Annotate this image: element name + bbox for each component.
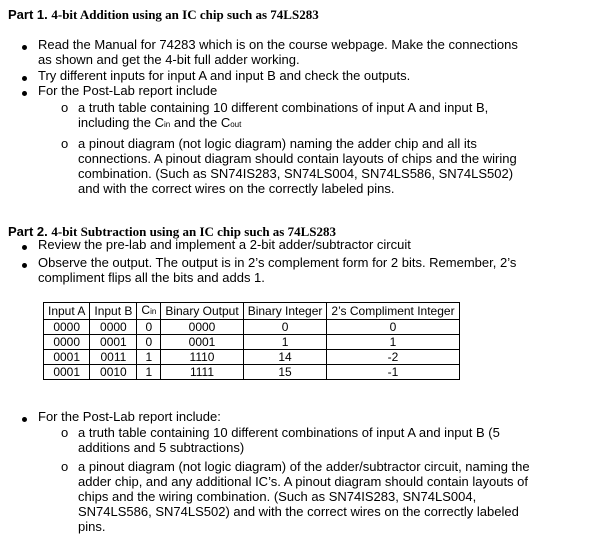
cell-input-a: 0001 — [44, 365, 90, 380]
cell-binary-output: 1110 — [161, 350, 243, 365]
bullet-icon — [22, 45, 27, 50]
bullet-icon — [22, 76, 27, 81]
p1-bullet1-line2: as shown and get the 4-bit full adder working. — [38, 52, 300, 67]
part1-heading-title: 4-bit Addition using an IC chip such as 74LS283 — [51, 7, 319, 22]
p1-sub2-line2: connections. A pinout diagram should contain layouts of chips and the wiring — [78, 151, 517, 166]
bullet-icon — [22, 417, 27, 422]
p2-bullet2-line1: Observe the output. The output is in 2’s complement form for 2 bits. Remember, 2’s — [38, 255, 517, 270]
cell-cin: 1 — [137, 350, 161, 365]
cell-binary-integer: 14 — [243, 350, 327, 365]
header-input-b: Input B — [90, 303, 137, 320]
cell-input-a: 0000 — [44, 335, 90, 350]
p1-sub1-line2: including the Cin and the Cout — [78, 115, 242, 130]
cell-twos-compliment: -2 — [327, 350, 459, 365]
p2-sub2-line2: adder chip, and any additional IC’s. A pinout diagram should contain layouts of — [78, 474, 529, 489]
sub-bullet-icon: o — [61, 459, 69, 474]
part2-heading-lead: Part 2. — [8, 224, 48, 239]
part2-heading-title: 4-bit Subtraction using an IC chip such as 74LS283 — [51, 224, 337, 239]
p1-sub2-line1: a pinout diagram (not logic diagram) naming the adder chip and all its — [78, 136, 477, 151]
table-row — [44, 320, 460, 335]
p1-sub2-line3: combination. (Such as SN74IS283, SN74LS004, SN74LS586, SN74LS502) — [78, 166, 514, 181]
table-row — [44, 365, 460, 380]
cell-input-b: 0011 — [90, 350, 137, 365]
header-cin: Cin — [137, 303, 161, 320]
p1-sub2-line4: and with the correct wires on the correctly labeled pins. — [78, 181, 395, 196]
p1-bullet1-line1: Read the Manual for 74283 which is on the course webpage. Make the connections — [38, 37, 518, 52]
table-row — [44, 335, 460, 350]
table-row — [44, 350, 460, 365]
cell-binary-integer: 0 — [243, 320, 327, 335]
cell-input-b: 0000 — [90, 320, 137, 335]
cell-input-b: 0010 — [90, 365, 137, 380]
cell-binary-output: 0001 — [161, 335, 243, 350]
bullet-icon — [22, 91, 27, 96]
header-twos-compliment: 2’s Compliment Integer — [327, 303, 459, 320]
p2-bullet3: For the Post-Lab report include: — [38, 409, 221, 424]
p2-sub2-line4: SN74LS586, SN74LS502) and with the correct wires on the correctly labeled — [78, 504, 519, 519]
truth-table — [43, 302, 460, 380]
cell-cin: 0 — [137, 320, 161, 335]
bullet-icon — [22, 263, 27, 268]
p2-sub1-line1: a truth table containing 10 different combinations of input A and input B (5 — [78, 425, 500, 440]
p2-sub2-line5: pins. — [78, 519, 106, 534]
part1-heading — [8, 7, 319, 23]
p2-bullet1: Review the pre-lab and implement a 2-bit adder/subtractor circuit — [38, 237, 411, 252]
cell-cin: 0 — [137, 335, 161, 350]
p2-bullet2-line2: compliment flips all the bits and adds 1. — [38, 270, 265, 285]
cell-twos-compliment: -1 — [327, 365, 459, 380]
cell-binary-output: 0000 — [161, 320, 243, 335]
bullet-icon — [22, 245, 27, 250]
part1-heading-lead: Part 1. — [8, 7, 48, 22]
p2-sub2-line3: chips and the wiring combination. (Such as SN74IS283, SN74LS004, — [78, 489, 477, 504]
cell-twos-compliment: 0 — [327, 320, 459, 335]
p2-sub1-line2: additions and 5 subtractions) — [78, 440, 245, 455]
p1-bullet2: Try different inputs for input A and input B and check the outputs. — [38, 68, 411, 83]
sub-bullet-icon: o — [61, 136, 69, 151]
cell-input-a: 0001 — [44, 350, 90, 365]
header-binary-integer: Binary Integer — [243, 303, 327, 320]
cell-binary-integer: 15 — [243, 365, 327, 380]
table-header-row — [44, 303, 460, 320]
cell-twos-compliment: 1 — [327, 335, 459, 350]
p1-bullet3: For the Post-Lab report include — [38, 83, 218, 98]
p1-sub1-line1: a truth table containing 10 different combinations of input A and input B, — [78, 100, 489, 115]
header-binary-output: Binary Output — [161, 303, 243, 320]
sub-bullet-icon: o — [61, 100, 69, 115]
cell-binary-integer: 1 — [243, 335, 327, 350]
header-input-a: Input A — [44, 303, 90, 320]
cell-input-a: 0000 — [44, 320, 90, 335]
cell-cin: 1 — [137, 365, 161, 380]
sub-bullet-icon: o — [61, 425, 69, 440]
p2-sub2-line1: a pinout diagram (not logic diagram) of the adder/subtractor circuit, naming the — [78, 459, 530, 474]
cell-input-b: 0001 — [90, 335, 137, 350]
cell-binary-output: 1111 — [161, 365, 243, 380]
